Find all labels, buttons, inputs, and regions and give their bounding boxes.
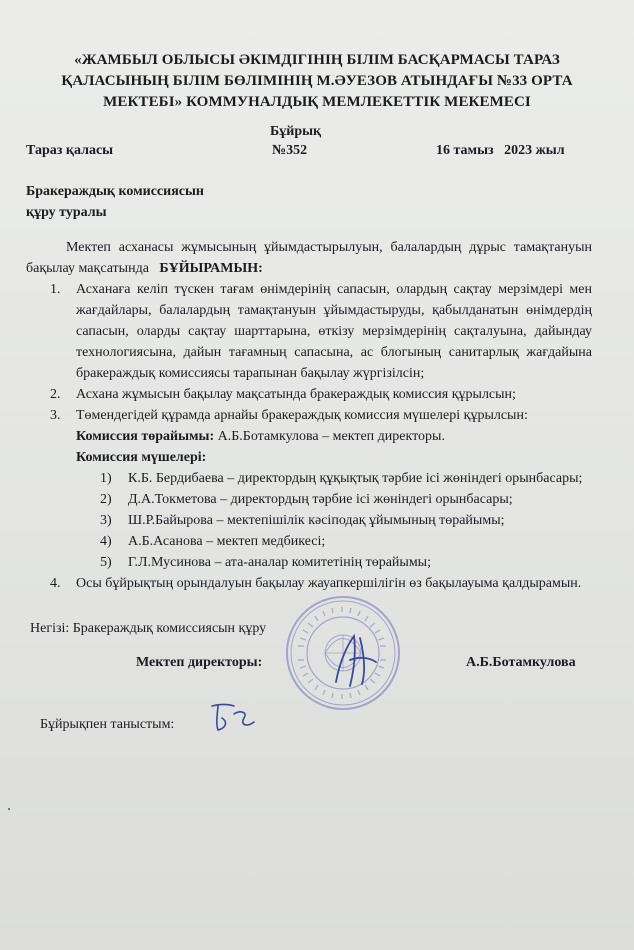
- member-number: 5): [100, 555, 112, 570]
- order-number: №352: [272, 143, 308, 158]
- order-date: 16 тамыз 2023 жыл: [436, 143, 565, 158]
- city: Тараз қаласы: [26, 143, 114, 158]
- document-type: Бұйрық: [270, 124, 322, 139]
- item-text: Асхана жұмысын бақылау мақсатында бракераждық комиссия құрылсын;: [76, 387, 516, 402]
- member-number: 4): [100, 534, 112, 549]
- org-title-line-3: МЕКТЕБІ» КОММУНАЛДЫҚ МЕМЛЕКЕТТІК МЕКЕМЕСІ: [103, 94, 531, 110]
- acknowledged-label: Бұйрықпен таныстым:: [40, 717, 175, 732]
- member-number: 1): [100, 471, 112, 486]
- member-text: Ш.Р.Байырова – мектепішілік кәсіподақ ұйымының төрайымы;: [128, 513, 505, 528]
- member-text: К.Б. Бердибаева – директордың құқықтық тәрбие ісі жөніндегі орынбасары;: [128, 471, 583, 486]
- member-text: Д.А.Токметова – директордың тәрбие ісі жөніндегі орынбасары;: [128, 492, 513, 507]
- chair-label: Комиссия төрайымы:: [76, 429, 215, 444]
- item-number: 3.: [50, 408, 61, 423]
- commission-chair: [26, 426, 592, 447]
- subject-line-2: құру туралы: [26, 205, 107, 220]
- order-items: [26, 279, 592, 594]
- order-subject: [26, 181, 204, 223]
- organization-title: [28, 50, 606, 113]
- order-item: [26, 573, 592, 594]
- preamble: [26, 237, 592, 279]
- member-text: Г.Л.Мусинова – ата-аналар комитетінің төрайымы;: [128, 555, 431, 570]
- org-title-line-2: ҚАЛАСЫНЫҢ БІЛІМ БӨЛІМІНІҢ М.ӘУЕЗОВ АТЫНДАҒЫ №33 ОРТА: [61, 73, 573, 89]
- director-label: Мектеп директоры:: [136, 655, 263, 670]
- member-item: [26, 552, 592, 573]
- item-number: 4.: [50, 576, 61, 591]
- member-item: [26, 468, 592, 489]
- item-number: 1.: [50, 282, 61, 297]
- order-item: [26, 279, 592, 384]
- item-text: Асханаға келіп түскен тағам өнімдерінің сапасын, олардың сақтау мерзімдері мен жағдайлары, балалардың тамақтануын ұйымдастыруды, қабылданатын өнімдердің сапасын, оларды сақтау шарттарына, өткізу мерзімдерінің сақталуына, дайындау технологиясына, дайын тағамның сапасына, ас блогының санитарлық жағдайына бракераждық комиссиясы тарапынан бақылау жүргізілсін;: [76, 282, 592, 381]
- member-text: А.Б.Асанова – мектеп медбикесі;: [128, 534, 326, 549]
- preamble-text: Мектеп асханасы жұмысының ұйымдастырылуын, балалардың дұрыс тамақтануын бақылау мақсатында: [26, 240, 592, 276]
- chair-value: А.Б.Ботамкулова – мектеп директоры.: [217, 429, 445, 444]
- director-name: А.Б.Ботамкулова: [466, 655, 576, 670]
- order-word: БҰЙЫРАМЫН:: [159, 261, 263, 276]
- order-item: [26, 405, 592, 426]
- org-title-line-1: «ЖАМБЫЛ ОБЛЫСЫ ӘКІМДІГІНІҢ БІЛІМ БАСҚАРМАСЫ ТАРАЗ: [74, 52, 560, 68]
- member-number: 3): [100, 513, 112, 528]
- director-signature-icon: [330, 630, 386, 690]
- member-number: 2): [100, 492, 112, 507]
- item-text: Осы бұйрықтың орындалуын бақылау жауапкершілігін өз бақылауыма қалдырамын.: [76, 576, 582, 591]
- members-label: Комиссия мүшелері:: [76, 450, 207, 465]
- item-text: Төмендегідей құрамда арнайы бракераждық комиссия мүшелері құрылсын:: [76, 408, 528, 423]
- member-item: [26, 489, 592, 510]
- basis-note: Негізі: Бракераждық комиссиясын құру: [30, 621, 267, 636]
- acknowledgement-signature-icon: [208, 700, 258, 736]
- subject-line-1: Бракераждық комиссиясын: [26, 184, 204, 199]
- member-item: [26, 531, 592, 552]
- order-item: [26, 384, 592, 405]
- member-item: [26, 510, 592, 531]
- item-number: 2.: [50, 387, 61, 402]
- order-body: [26, 237, 592, 594]
- speck: [8, 808, 10, 810]
